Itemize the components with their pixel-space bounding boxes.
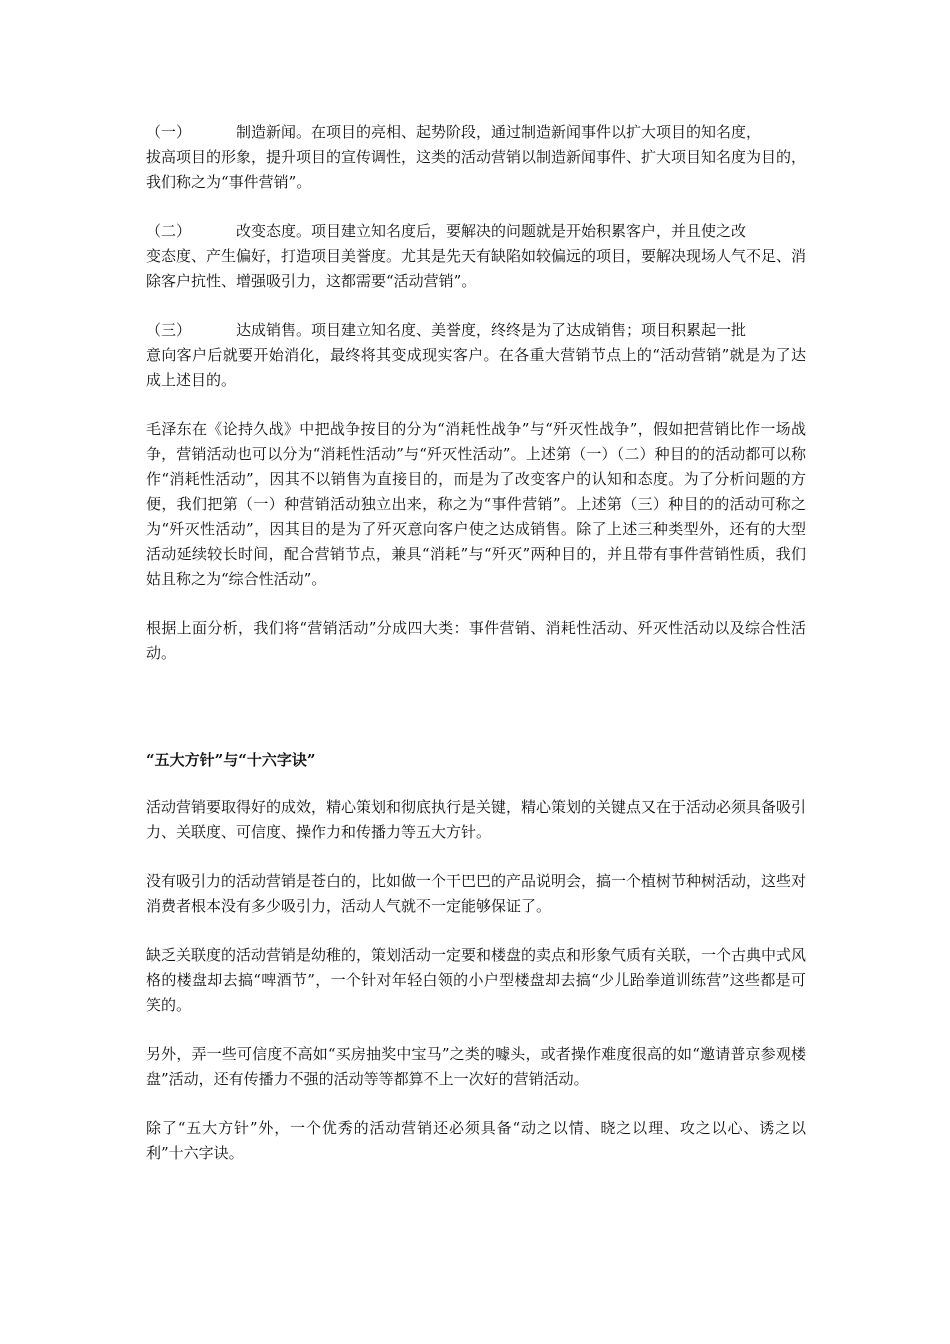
item-continuation: 变态度、产生偏好，打造项目美誉度。尤其是先天有缺陷如较偏远的项目，要解决现场人气不足、消除客户抗性、增强吸引力，这都需要“活动营销”。: [146, 247, 807, 290]
paragraph: 除了“五大方针”外，一个优秀的活动营销还必须具备“动之以情、晓之以理、攻之以心、诱之以利”十六字诀。: [146, 1119, 806, 1162]
item-first-line: 改变态度。项目建立知名度后，要解决的问题就是开始积累客户，并且使之改: [236, 222, 747, 240]
list-item: [146, 219, 806, 244]
item-number: （一）: [146, 123, 192, 141]
paragraph: 毛泽东在《论持久战》中把战争按目的分为“消耗性战争”与“歼灭性战争”，假如把营销比作一场战争，营销活动也可以分为“消耗性活动”与“歼灭性活动”。上述第（一）（二）种目的的活动都可以称作“消耗性活动”，因其不以销售为直接目的，而是为了改变客户的认知和态度。为了分析问题的方便，我们把第（一）种营销活动独立出来，称之为“事件营销”。上述第（三）种目的的活动可称之为“歼灭性活动”，因其目的是为了歼灭意向客户使之达成销售。除了上述三种类型外，还有的大型活动延续较长时间，配合营销节点，兼具“消耗”与“歼灭”两种目的，并且带有事件营销性质，我们姑且称之为“综合性活动”。: [146, 420, 806, 588]
item-continuation: 意向客户后就要开始消化，最终将其变成现实客户。在各重大营销节点上的“活动营销”就是为了达成上述目的。: [146, 346, 806, 389]
paragraph: 缺乏关联度的活动营销是幼稚的，策划活动一定要和楼盘的卖点和形象气质有关联，一个古典中式风格的楼盘却去搞“啤酒节”，一个针对年轻白领的小户型楼盘却去搞“少儿跆拳道训练营”这些都是可笑的。: [146, 946, 807, 1014]
item-first-line: 制造新闻。在项目的亮相、起势阶段，通过制造新闻事件以扩大项目的知名度，: [236, 123, 762, 141]
paragraph: 活动营销要取得好的成效，精心策划和彻底执行是关键，精心策划的关键点又在于活动必须具备吸引力、关联度、可信度、操作力和传播力等五大方针。: [146, 798, 807, 841]
document-body: [146, 120, 806, 1190]
list-item: [146, 318, 806, 343]
paragraph: 没有吸引力的活动营销是苍白的，比如做一个干巴巴的产品说明会，搞一个植树节种树活动，这些对消费者根本没有多少吸引力，活动人气就不一定能够保证了。: [146, 872, 807, 915]
item-continuation: 拔高项目的形象，提升项目的宣传调性，这类的活动营销以制造新闻事件、扩大项目知名度为目的，我们称之为“事件营销”。: [146, 148, 807, 191]
paragraph: 根据上面分析，我们将“营销活动”分成四大类：事件营销、消耗性活动、歼灭性活动以及综合性活动。: [146, 619, 806, 662]
section-heading: “五大方针”与“十六字诀”: [146, 751, 316, 769]
section-spacer: [146, 690, 806, 748]
paragraph: 另外，弄一些可信度不高如“买房抽奖中宝马”之类的噱头，或者操作难度很高的如“邀请普京参观楼盘”活动，还有传播力不强的活动等等都算不上一次好的营销活动。: [146, 1045, 806, 1088]
item-number: （二）: [146, 222, 192, 240]
item-number: （三）: [146, 321, 192, 339]
list-item: [146, 120, 806, 145]
item-first-line: 达成销售。项目建立知名度、美誉度，终终是为了达成销售；项目积累起一批: [236, 321, 747, 339]
